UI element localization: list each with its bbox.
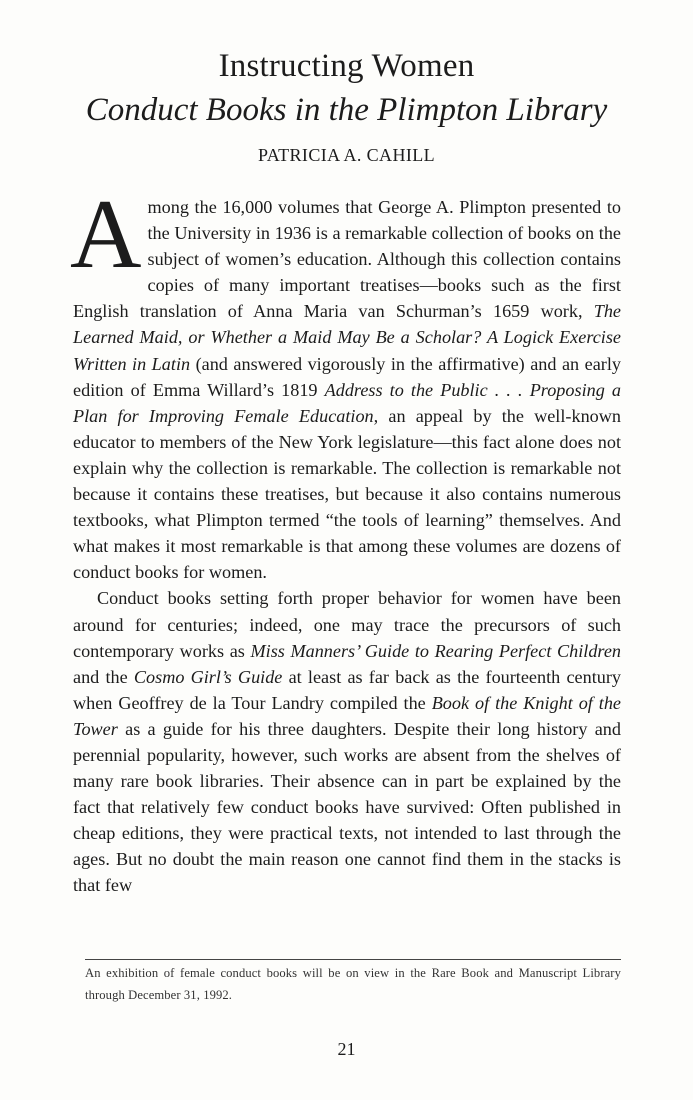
drop-cap: A — [70, 180, 142, 289]
italic-title: Address to the Public . . . Proposing a Plan for Improving Female Education, — [73, 379, 622, 426]
paragraph-2 — [73, 585, 621, 898]
footnote-divider — [85, 959, 621, 960]
text-run: as a guide for his three daughters. Despite their long history and perennial popularity, however, such works are absent from the shelves of many rare book libraries. Their absence can in part be explained by the fact that relatively few conduct books have survived: Often published in cheap editions, they were practical texts, not intended to last through the ages. But no doubt the main reason one cannot find them in the stacks is that few — [73, 718, 621, 896]
text-run: (and answered vigorously in the affirmative) and an early edition of Emma Willard’s 1819 — [73, 353, 621, 400]
text-run: Conduct books setting forth proper behavior for women have been around for centuries; indeed, one may trace the precursors of such contemporary works as — [73, 588, 621, 661]
italic-title: Cosmo Girl’s Guide — [133, 666, 283, 687]
article-subtitle: Conduct Books in the Plimpton Library — [85, 92, 608, 128]
italic-title: Book of the Knight of the Tower — [73, 692, 622, 739]
text-run: and the — [73, 666, 134, 687]
italic-title: Miss Manners’ Guide to Rearing Perfect Children — [250, 640, 621, 661]
page-number: 21 — [337, 1039, 356, 1059]
article-author: PATRICIA A. CAHILL — [257, 145, 436, 165]
article-body — [70, 180, 622, 899]
text-run: mong the 16,000 volumes that George A. Plimpton presented to the University in 1936 is a remarkable collection of books on the subject of women’s education. Although this collection contains copies of many important treatises—books such as the first English translation of Anna Maria van Schurman’s 1659 work, — [73, 197, 621, 322]
text-run: at least as far back as the fourteenth century when Geoffrey de la Tour Landry compiled the — [73, 666, 621, 713]
italic-title: The Learned Maid, or Whether a Maid May Be a Scholar? A Logick Exercise Written in Latin — [73, 301, 621, 374]
article-title: Instructing Women — [218, 48, 475, 84]
text-run: an appeal by the well-known educator to members of the New York legislature—this fact alone does not explain why the collection is remarkable. The collection is remarkable not because it contains these treatises, but because it also contains numerous textbooks, what Plimpton termed “the tools of learning” themselves. And what makes it most remarkable is that among these volumes are dozens of conduct books for women. — [73, 405, 621, 583]
footnote: An exhibition of female conduct books will be on view in the Rare Book and Manuscript Library through December 31, 1992. — [85, 966, 621, 1002]
paragraph-1 — [70, 180, 622, 585]
